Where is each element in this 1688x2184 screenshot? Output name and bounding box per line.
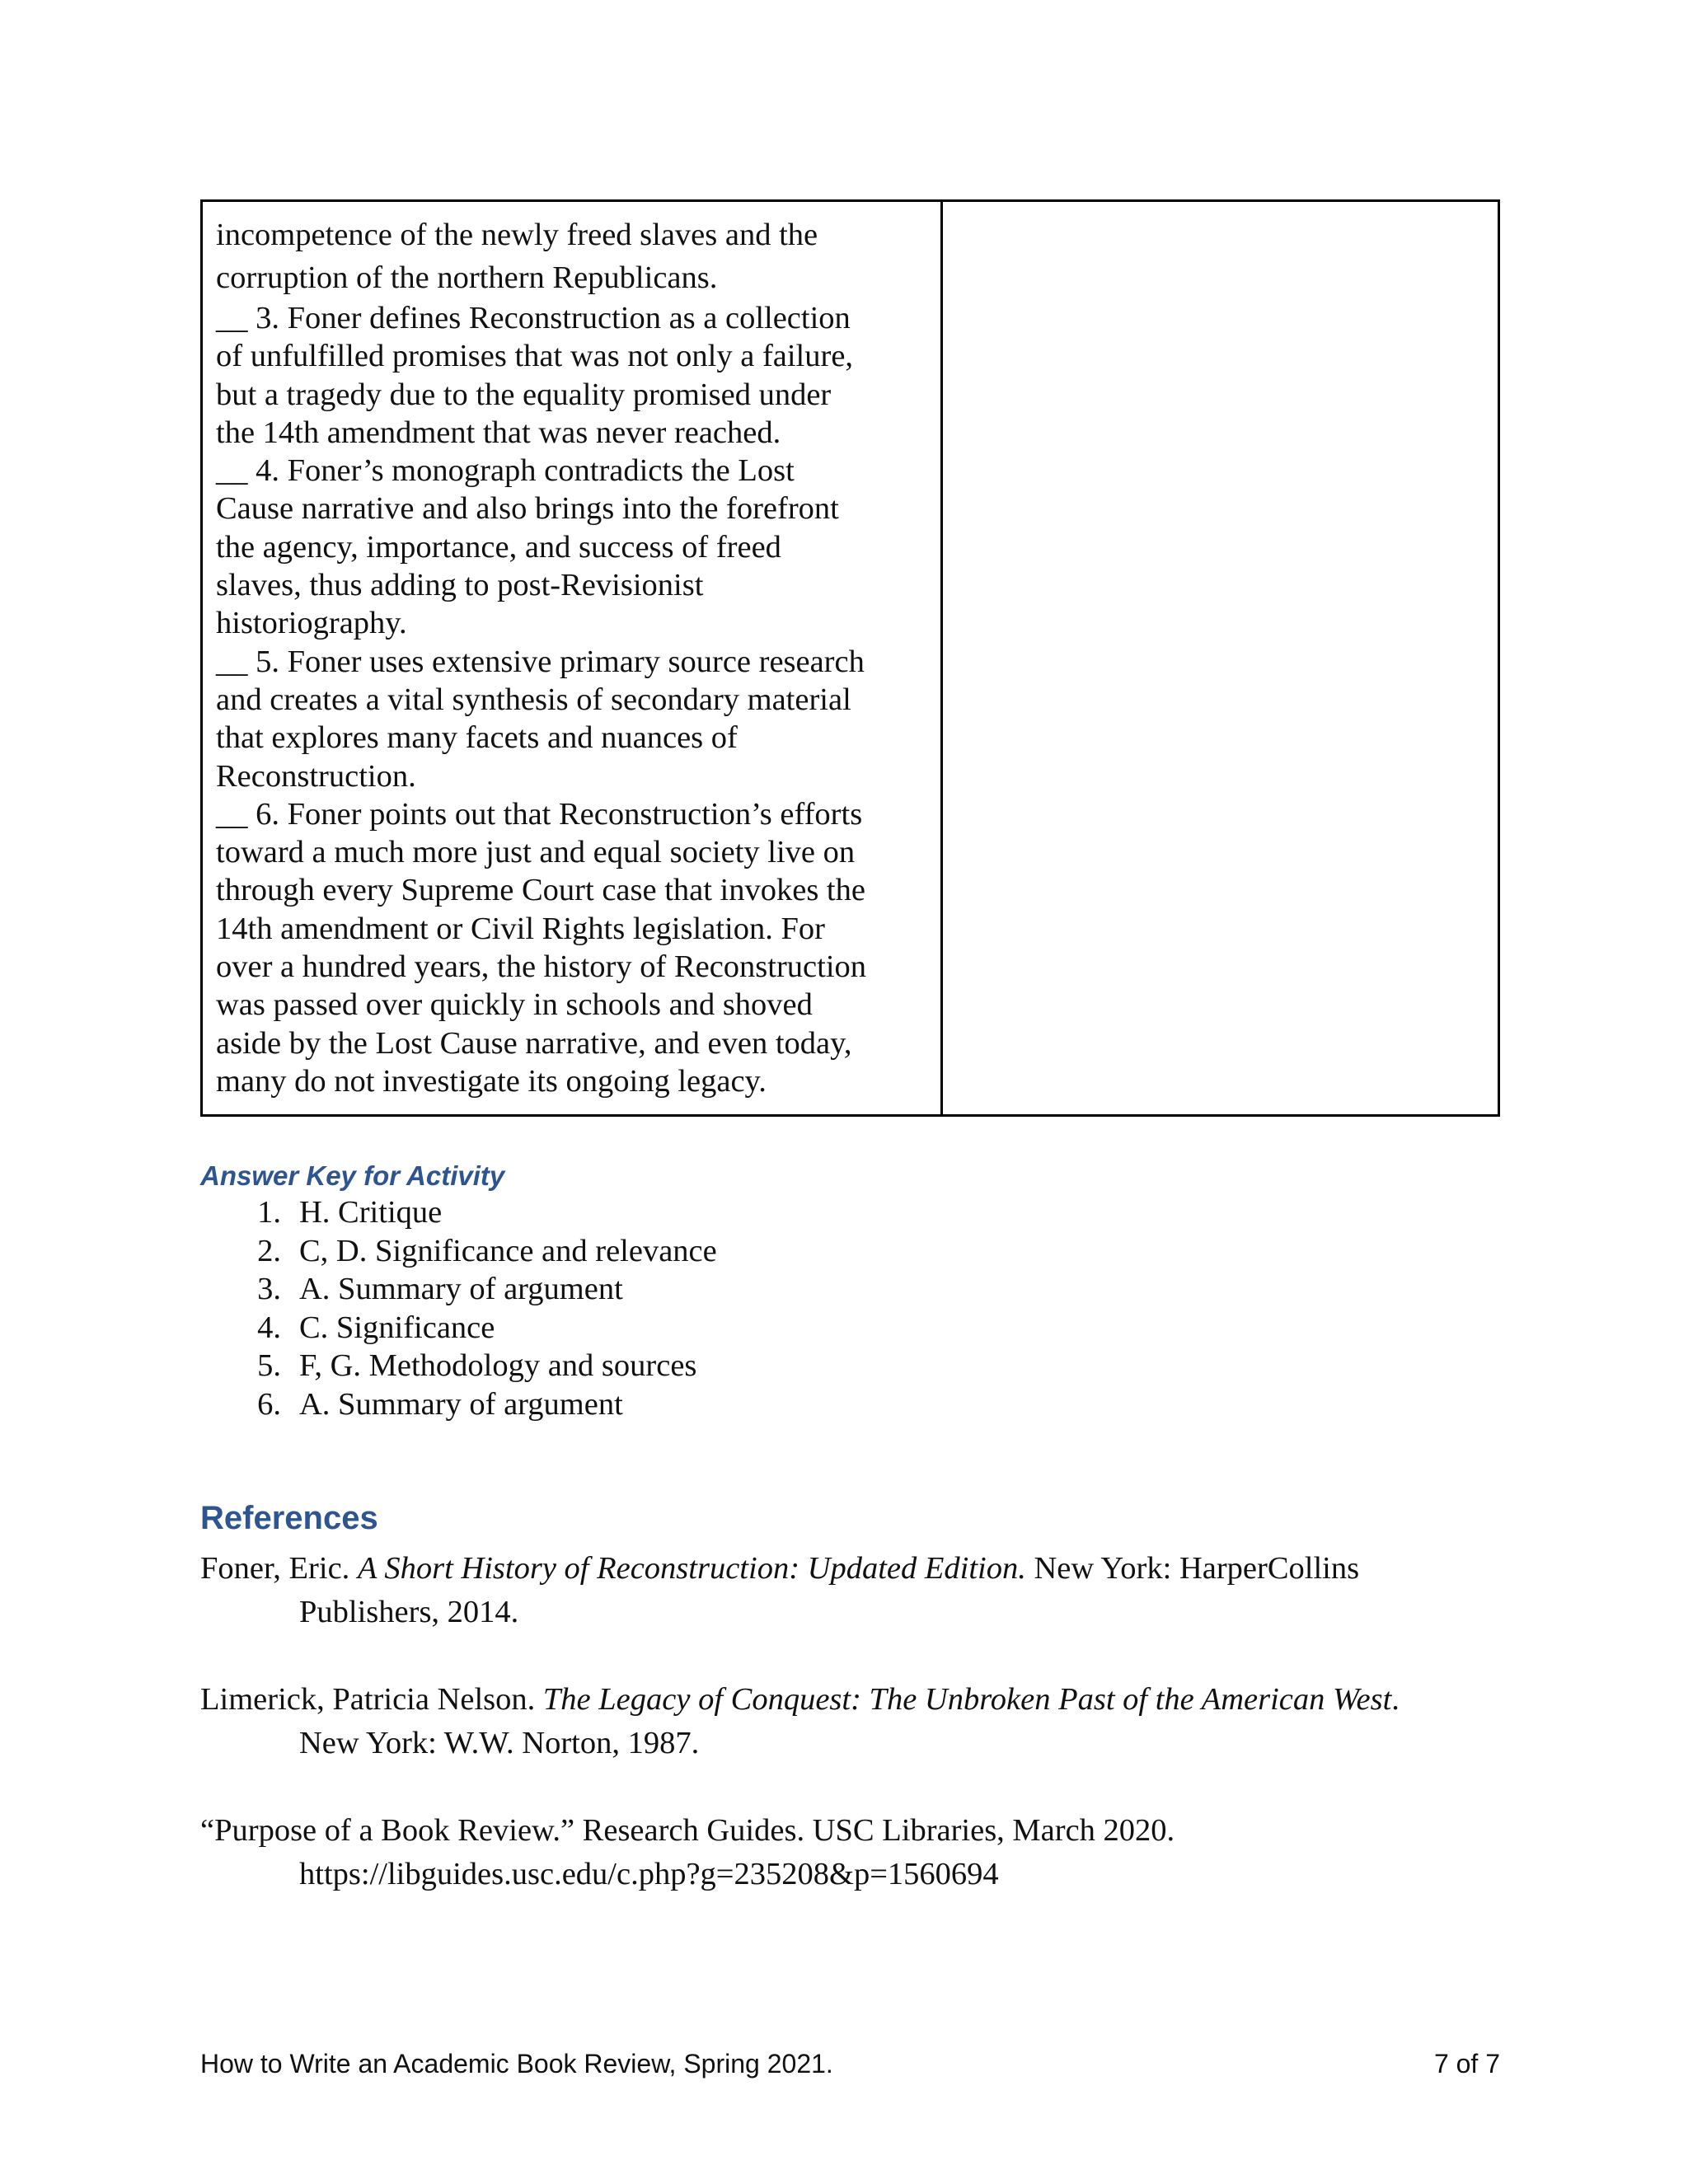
footer-title: How to Write an Academic Book Review, Spring 2021. — [200, 2049, 833, 2079]
list-text: C, D. Significance and relevance — [299, 1233, 717, 1268]
reference-publisher: . — [1391, 1682, 1400, 1717]
text-line: aside by the Lost Cause narrative, and even today, — [216, 1025, 852, 1061]
reference-author: Limerick, Patricia Nelson. — [200, 1682, 543, 1717]
list-number: 5. — [257, 1348, 281, 1383]
list-item — [200, 1270, 717, 1309]
reference-continuation: Publishers, 2014. — [299, 1595, 519, 1629]
reference-continuation: New York: W.W. Norton, 1987. — [299, 1726, 700, 1760]
reference-entry — [200, 1678, 1519, 1765]
text-line: that explores many facets and nuances of — [216, 720, 738, 756]
text-line: but a tragedy due to the equality promised under — [216, 377, 832, 412]
list-text: H. Critique — [299, 1195, 443, 1230]
list-text: F, G. Methodology and sources — [299, 1348, 697, 1383]
text-line: was passed over quickly in schools and shoved — [216, 987, 813, 1023]
list-number: 3. — [257, 1272, 281, 1306]
reference-entry — [200, 1809, 1519, 1896]
list-text: C. Significance — [299, 1310, 495, 1345]
text-line: Reconstruction. — [216, 758, 416, 794]
reference-url[interactable]: https://libguides.usc.edu/c.php?g=235208&p=1560694 — [299, 1857, 999, 1891]
list-number: 4. — [257, 1310, 281, 1345]
reference-title: A Short History of Reconstruction: Updated Edition. — [357, 1551, 1026, 1586]
list-number: 1. — [257, 1195, 281, 1230]
reference-entry — [200, 1547, 1519, 1634]
list-item — [200, 1347, 717, 1385]
references-heading: References — [200, 1500, 378, 1536]
text-line: Cause narrative and also brings into the forefront — [216, 491, 839, 527]
list-text: A. Summary of argument — [299, 1386, 623, 1422]
list-number: 2. — [257, 1233, 281, 1268]
reference-title: The Legacy of Conquest: The Unbroken Past of the American West — [542, 1682, 1392, 1717]
reference-publisher: New York: HarperCollins — [1025, 1551, 1360, 1586]
table-right-cell — [942, 201, 1499, 1116]
text-line: through every Supreme Court case that invokes the — [216, 873, 865, 908]
text-line: __ 4. Foner’s monograph contradicts the Lost — [216, 453, 795, 489]
text-line: __ 3. Foner defines Reconstruction as a collection — [216, 301, 851, 335]
list-item — [200, 1309, 717, 1347]
text-line: toward a much more just and equal society live on — [216, 835, 856, 870]
list-text: A. Summary of argument — [299, 1272, 623, 1306]
text-line: the 14th amendment that was never reached. — [216, 415, 781, 450]
reference-author: “Purpose of a Book Review.” Research Guides. USC Libraries, March 2020. — [200, 1813, 1175, 1848]
text-line: slaves, thus adding to post-Revisionist — [216, 568, 704, 603]
text-line: over a hundred years, the history of Reconstruction — [216, 949, 867, 985]
text-line: __ 6. Foner points out that Reconstruction’s efforts — [216, 796, 863, 832]
reference-author: Foner, Eric. — [200, 1551, 358, 1586]
text-line: the agency, importance, and success of freed — [216, 529, 781, 565]
list-item — [200, 1193, 717, 1232]
text-line: corruption of the northern Republicans. — [216, 260, 718, 295]
text-line: 14th amendment or Civil Rights legislation. For — [216, 911, 825, 946]
text-line: __ 5. Foner uses extensive primary source research — [216, 644, 865, 679]
text-line: many do not investigate its ongoing legacy. — [216, 1063, 767, 1099]
answer-key-list — [200, 1193, 717, 1423]
list-number: 6. — [257, 1386, 281, 1422]
list-item — [200, 1385, 717, 1424]
page-number: 7 of 7 — [1433, 2049, 1500, 2079]
list-item — [200, 1232, 717, 1271]
table-left-cell — [202, 201, 942, 1116]
text-line: of unfulfilled promises that was not only a failure, — [216, 339, 854, 374]
text-line: historiography. — [216, 606, 407, 641]
activity-table — [200, 199, 1500, 1117]
text-line: incompetence of the newly freed slaves and the — [216, 218, 818, 252]
answer-key-heading: Answer Key for Activity — [200, 1160, 505, 1191]
references-list — [200, 1547, 1519, 1940]
table-left-text — [216, 213, 929, 1100]
text-line: and creates a vital synthesis of secondary material — [216, 682, 851, 717]
